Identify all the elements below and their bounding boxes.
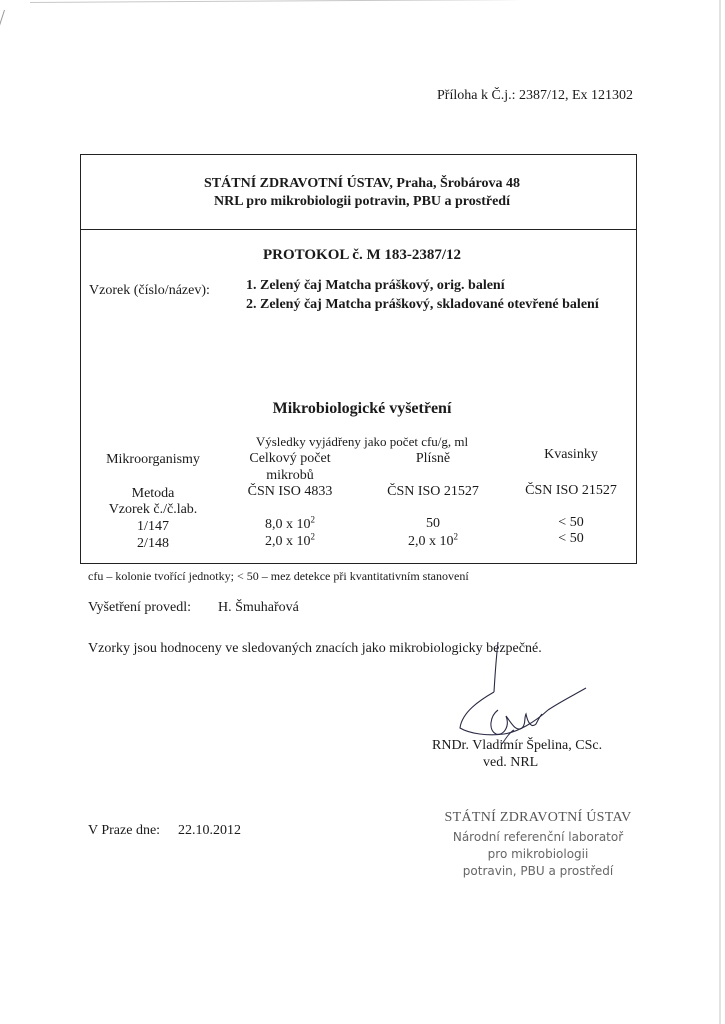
signer-name: RNDr. Vladimír Špelina, CSc. xyxy=(432,738,603,753)
stamp-line-2: Národní referenční laboratoř xyxy=(452,830,624,844)
col-header-yeasts: Kvasinky xyxy=(544,447,598,462)
lab-name: NRL pro mikrobiologii potravin, PBU a prostředí xyxy=(214,194,510,209)
col-header-microorganisms: Mikroorganismy xyxy=(106,452,200,467)
table-row-1-molds: 50 xyxy=(426,516,440,531)
date-value: 22.10.2012 xyxy=(178,823,241,838)
sample-lab-label: Vzorek č./č.lab. xyxy=(108,502,198,517)
sample-item-1: 1. Zelený čaj Matcha práškový, orig. balení xyxy=(246,278,505,293)
signer-role: ved. NRL xyxy=(483,755,539,770)
results-note: Výsledky vyjádřeny jako počet cfu/g, ml xyxy=(255,434,469,449)
col-header-total-count-line2: mikrobů xyxy=(266,468,314,483)
method-molds: ČSN ISO 21527 xyxy=(387,484,479,499)
method-yeasts: ČSN ISO 21527 xyxy=(525,483,617,498)
protocol-number: PROTOKOL č. M 183-2387/12 xyxy=(262,247,462,263)
examined-by-label: Vyšetření provedl: xyxy=(88,600,192,615)
header-divider xyxy=(80,229,637,230)
col-header-molds: Plísně xyxy=(415,451,451,466)
stamp-line-3: pro mikrobiologii xyxy=(487,847,589,861)
footnote: cfu – kolonie tvořící jednotky; < 50 – mez detekce při kvantitativním stanovení xyxy=(88,569,469,583)
table-row-2-id: 2/148 xyxy=(137,536,169,551)
stamp-line-4: potravin, PBU a prostředí xyxy=(462,864,614,878)
table-row-2-molds: 2,0 x $10^2$ xyxy=(408,531,458,549)
examined-by-name: H. Šmuhařová xyxy=(218,600,299,615)
verdict: Vzorky jsou hodnoceny ve sledovaných znacích jako mikrobiologicky bezpečné. xyxy=(88,641,542,656)
col-header-total-count-line1: Celkový počet xyxy=(249,451,331,466)
scan-edge-left xyxy=(0,10,5,86)
table-row-2-total-count: 2,0 x $10^2$ xyxy=(265,531,315,549)
table-row-1-yeasts: < 50 xyxy=(558,515,584,530)
table-row-1-total-count: 8,0 x $10^2$ xyxy=(265,514,315,532)
table-row-1-id: 1/147 xyxy=(137,519,169,534)
scan-edge-top xyxy=(30,0,690,3)
section-title: Mikrobiologické vyšetření xyxy=(272,400,452,417)
date-label: V Praze dne: xyxy=(88,823,161,838)
annex-reference: Příloha k Č.j.: 2387/12, Ex 121302 xyxy=(437,88,633,103)
method-label: Metoda xyxy=(131,486,175,501)
sample-label: Vzorek (číslo/název): xyxy=(89,283,210,298)
institute-name: STÁTNÍ ZDRAVOTNÍ ÚSTAV, Praha, Šrobárova 48 xyxy=(204,176,520,191)
scan-edge-right xyxy=(719,0,721,1024)
method-total-count: ČSN ISO 4833 xyxy=(247,484,333,499)
stamp-line-1: STÁTNÍ ZDRAVOTNÍ ÚSTAV xyxy=(444,810,632,825)
table-row-2-yeasts: < 50 xyxy=(558,531,584,546)
sample-item-2: 2. Zelený čaj Matcha práškový, skladované otevřené balení xyxy=(246,297,599,312)
